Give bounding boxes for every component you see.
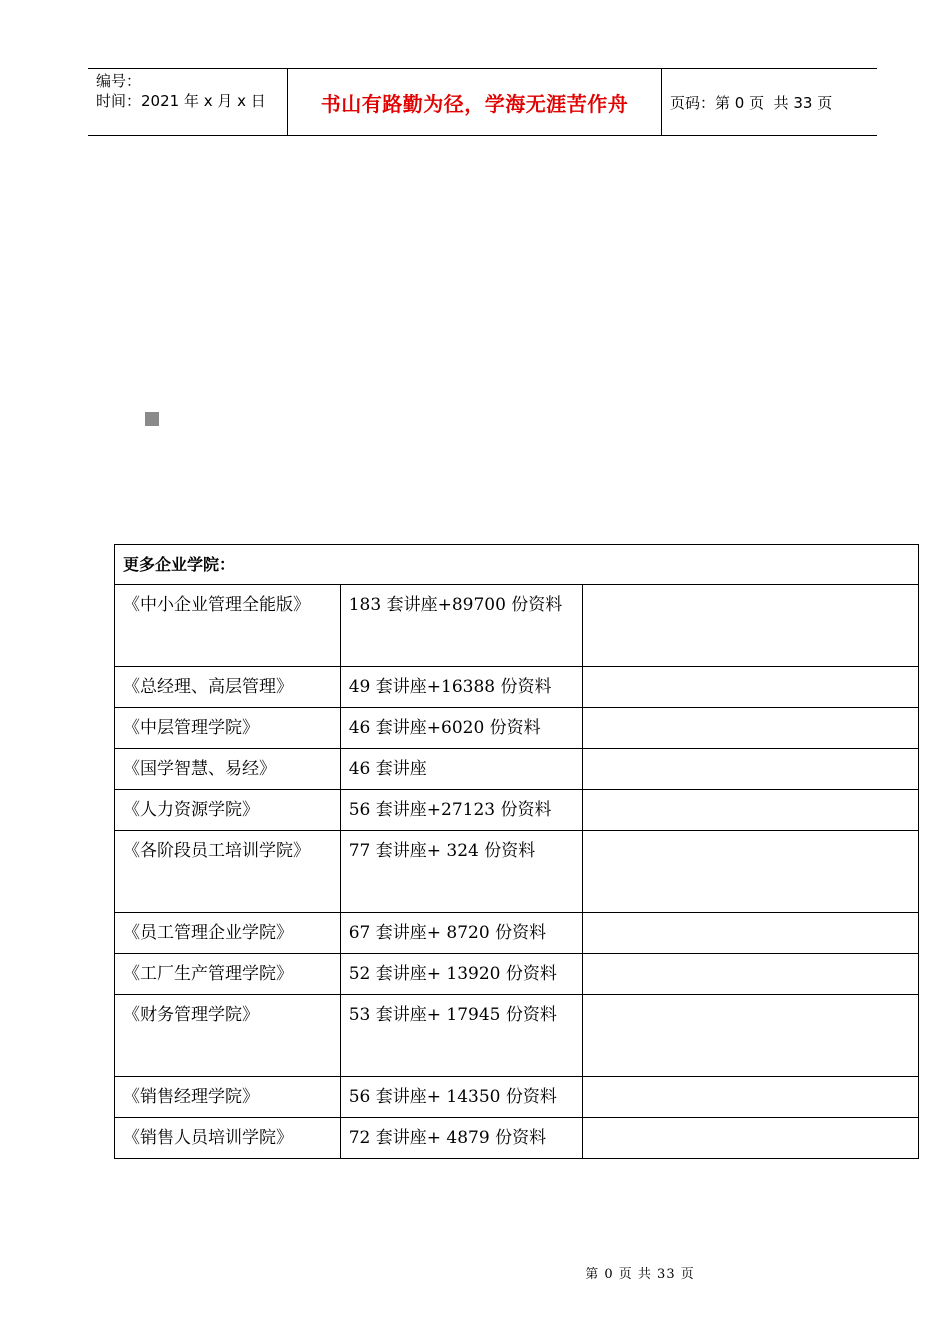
- document-time-label: 时间：2021 年 x 月 x 日: [96, 92, 266, 110]
- academy-content: 52 套讲座+ 13920 份资料: [340, 954, 583, 995]
- academy-extra: [583, 585, 919, 667]
- academy-content: 183 套讲座+89700 份资料: [340, 585, 583, 667]
- header-motto: 书山有路勤为径，学海无涯苦作舟: [320, 92, 629, 116]
- table-title-row: [115, 545, 919, 585]
- academy-extra: [583, 831, 919, 913]
- academy-name: 《销售经理学院》: [115, 1077, 341, 1118]
- table-row: [115, 1118, 919, 1159]
- table-row: [115, 1077, 919, 1118]
- header-meta: [96, 71, 286, 111]
- table-row: [115, 790, 919, 831]
- page-footer: 第 0 页 共 33 页: [585, 1267, 695, 1282]
- academy-extra: [583, 708, 919, 749]
- academy-extra: [583, 667, 919, 708]
- academy-content: 53 套讲座+ 17945 份资料: [340, 995, 583, 1077]
- academy-name: 《销售人员培训学院》: [115, 1118, 341, 1159]
- academy-name: 《工厂生产管理学院》: [115, 954, 341, 995]
- academy-extra: [583, 749, 919, 790]
- academy-content: 46 套讲座+6020 份资料: [340, 708, 583, 749]
- table-row: [115, 995, 919, 1077]
- table-row: [115, 585, 919, 667]
- square-bullet-icon: [145, 412, 159, 426]
- academy-table: [114, 544, 919, 1159]
- academy-extra: [583, 1118, 919, 1159]
- academy-extra: [583, 995, 919, 1077]
- document-number-label: 编号：: [96, 72, 142, 90]
- academy-name: 《国学智慧、易经》: [115, 749, 341, 790]
- academy-content: 72 套讲座+ 4879 份资料: [340, 1118, 583, 1159]
- academy-name: 《总经理、高层管理》: [115, 667, 341, 708]
- academy-name: 《财务管理学院》: [115, 995, 341, 1077]
- page-header: [88, 68, 877, 136]
- academy-name: 《中小企业管理全能版》: [115, 585, 341, 667]
- academy-content: 77 套讲座+ 324 份资料: [340, 831, 583, 913]
- academy-content: 67 套讲座+ 8720 份资料: [340, 913, 583, 954]
- academy-extra: [583, 954, 919, 995]
- academy-name: 《人力资源学院》: [115, 790, 341, 831]
- academy-name: 《中层管理学院》: [115, 708, 341, 749]
- table-row: [115, 749, 919, 790]
- academy-name: 《员工管理企业学院》: [115, 913, 341, 954]
- table-row: [115, 667, 919, 708]
- academy-extra: [583, 790, 919, 831]
- table-row: [115, 708, 919, 749]
- academy-content: 49 套讲座+16388 份资料: [340, 667, 583, 708]
- academy-name: 《各阶段员工培训学院》: [115, 831, 341, 913]
- table-title: 更多企业学院：: [115, 545, 919, 585]
- table-row: [115, 954, 919, 995]
- header-divider-right: [661, 69, 662, 136]
- academy-content: 56 套讲座+ 14350 份资料: [340, 1077, 583, 1118]
- header-page-info: 页码：第 0 页 共 33 页: [670, 94, 833, 112]
- academy-extra: [583, 1077, 919, 1118]
- academy-extra: [583, 913, 919, 954]
- table-row: [115, 913, 919, 954]
- academy-content: 56 套讲座+27123 份资料: [340, 790, 583, 831]
- table-row: [115, 831, 919, 913]
- academy-content: 46 套讲座: [340, 749, 583, 790]
